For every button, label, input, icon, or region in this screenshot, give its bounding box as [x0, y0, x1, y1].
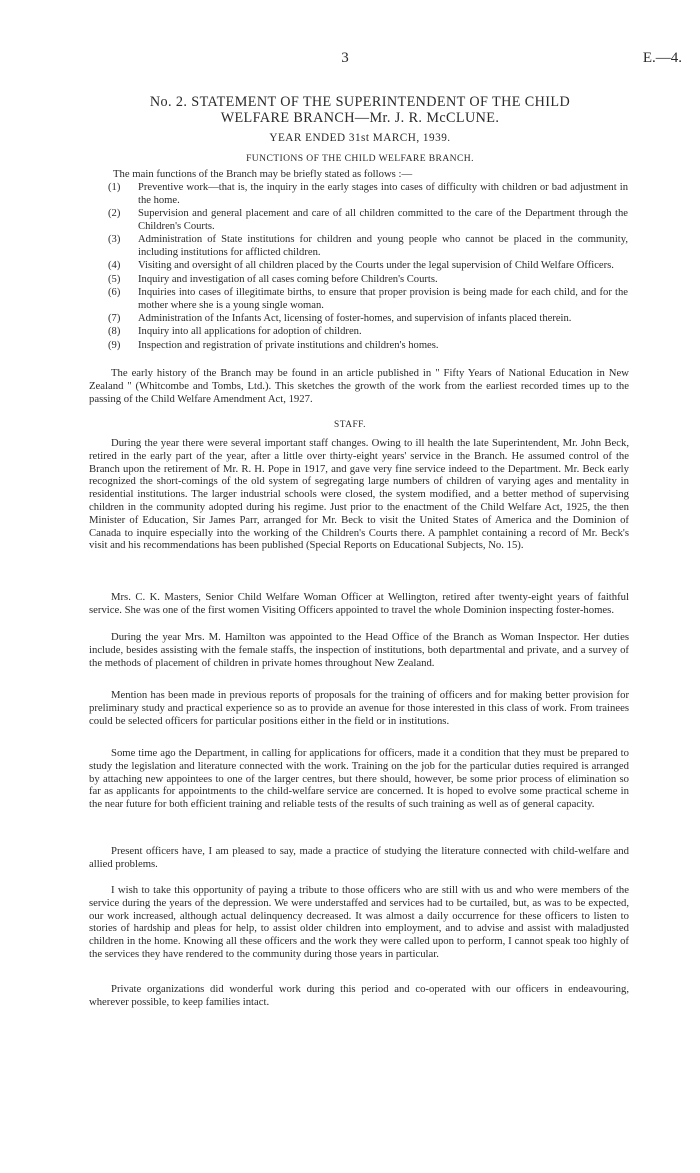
page-number: 3 — [341, 50, 349, 66]
list-item-number: (4) — [108, 260, 121, 272]
list-item-text: Administration of State institutions for children and young people who cannot be placed in the community, including institutions for afflicted children. — [138, 234, 628, 258]
list-item — [108, 326, 628, 339]
staff-paragraph-masters: Mrs. C. K. Masters, Senior Child Welfare Woman Officer at Wellington, retired after twenty-eight years of faithful service. She was one of the first women Visiting Officers appointed to travel the whole Dominion inspecting foster-homes. — [89, 591, 629, 616]
list-item — [108, 340, 628, 353]
list-item — [108, 274, 628, 287]
list-item-number: (6) — [108, 286, 121, 298]
list-item — [108, 234, 628, 260]
list-item-text: Inquiry and investigation of all cases coming before Children's Courts. — [138, 273, 438, 285]
list-item-text: Administration of the Infants Act, licensing of foster-homes, and supervision of infants placed therein. — [138, 312, 572, 324]
list-item — [108, 287, 628, 313]
list-item-text: Inspection and registration of private institutions and children's homes. — [138, 339, 439, 351]
list-item — [108, 208, 628, 234]
functions-heading: FUNCTIONS OF THE CHILD WELFARE BRANCH. — [246, 153, 474, 164]
title-line-1: No. 2. STATEMENT OF THE SUPERINTENDENT OF THE CHILD — [149, 94, 571, 110]
list-item-number: (9) — [108, 339, 121, 351]
list-item — [108, 182, 628, 208]
functions-list — [108, 182, 628, 353]
staff-paragraph-tribute: I wish to take this opportunity of paying a tribute to those officers who are still with us and who were members of the service during the years of the depression. We were understaffed and services had to be curtailed, but, as was to be expected, our work increased, although actual delinquency decreased. It was almost a daily occurrence for these officers to listen to stories of hardship and pleas for help, to assist older children into employment, and to advise and assist with maladjusted children in the home. Knowing all these officers and the work they were called upon to perform, I cannot speak too highly of the services they have rendered to the community during those years in particular. — [89, 884, 629, 960]
list-item-text: Supervision and general placement and care of all children committed to the care of the Department through the Children's Courts. — [138, 208, 628, 232]
list-item-text: Inquiry into all applications for adoption of children. — [138, 326, 362, 338]
staff-paragraph-literature: Present officers have, I am pleased to say, made a practice of studying the literature connected with child-welfare and allied problems. — [89, 845, 629, 870]
list-item-number: (1) — [108, 182, 121, 193]
staff-paragraph-private-organizations: Private organizations did wonderful work during this period and co-operated with our officers in endeavouring, wherever possible, to keep families intact. — [89, 983, 629, 1008]
staff-paragraph-hamilton: During the year Mrs. M. Hamilton was appointed to the Head Office of the Branch as Woman Inspector. Her duties include, besides assisting with the female staffs, the inspection of institutions, both departmental and private, and a survey of the methods of placement of children in private homes throughout New Zealand. — [89, 631, 629, 669]
list-item-text: Preventive work—that is, the inquiry in the early stages into cases of difficulty with children or bad adjustment in the home. — [138, 182, 628, 206]
list-item-text: Inquiries into cases of illegitimate births, to ensure that proper provision is being made for each child, and for the mother where she is a young single woman. — [138, 286, 628, 311]
list-item-number: (8) — [108, 326, 121, 338]
list-item-text: Visiting and oversight of all children placed by the Courts under the legal supervision of Child Welfare Officers. — [138, 260, 614, 272]
staff-paragraph-beck: During the year there were several important staff changes. Owing to ill health the late Superintendent, Mr. John Beck, retired in the early part of the year, after a little over thirty-eight years' service in the Branch. He assumed control of the Branch upon the retirement of Mr. R. H. Pope in 1917, and gave very fine service indeed to the Department. Mr. Beck early recognized the short-comings of the old system of segregating large numbers of children of varying ages and mentality in residential institutions. The larger industrial schools were closed, the system modified, and a better method of supervising children in the community adopted during his regime. Just prior to the enactment of the Child Welfare Act, 1925, the then Minister of Education, Sir James Parr, arranged for Mr. Beck to visit the United States of America and the Dominion of Canada to inquire especially into the working of the Children's Courts there. A pamphlet containing a record of Mr. Beck's visit and his recommendations has been published (Special Reports on Educational Subjects, No. 15). — [89, 437, 629, 552]
functions-intro: The main functions of the Branch may be briefly stated as follows :— — [113, 168, 413, 180]
staff-heading: STAFF. — [334, 420, 366, 430]
list-item-number: (5) — [108, 273, 121, 285]
title-line-2: WELFARE BRANCH—Mr. J. R. McCLUNE. — [220, 110, 500, 126]
document-reference: E.—4. — [642, 50, 682, 66]
list-item-number: (2) — [108, 208, 121, 220]
list-item — [108, 260, 628, 273]
year-heading: YEAR ENDED 31st MARCH, 1939. — [269, 132, 451, 144]
staff-paragraph-training: Mention has been made in previous reports of proposals for the training of officers and for making better provision for preliminary study and practical experience so as to provide an avenue for those interested in this class of work. From trainees could be selected officers for particular positions either in the field or in institutions. — [89, 689, 629, 727]
list-item-number: (7) — [108, 312, 121, 324]
statement-title — [80, 94, 640, 126]
list-item — [108, 313, 628, 326]
staff-paragraph-applications: Some time ago the Department, in calling for applications for officers, made it a condition that they must be prepared to study the legislation and literature connected with the work. Training on the job for the particular duties required is arranged by attaching new appointees to one of the larger centres, but there should, however, be some prior process of elimination so far as applicants for appointments to the child-welfare service are concerned. It is hoped to evolve some practical scheme in the near future for both efficient training and reliable tests of the results of such training as well as of general capacity. — [89, 747, 629, 811]
list-item-number: (3) — [108, 234, 121, 246]
history-paragraph: The early history of the Branch may be found in an article published in " Fifty Years of National Education in New Zealand " (Whitcombe and Tombs, Ltd.). This sketches the growth of the work from the earliest recorded times up to the passing of the Child Welfare Amendment Act, 1927. — [89, 367, 629, 405]
